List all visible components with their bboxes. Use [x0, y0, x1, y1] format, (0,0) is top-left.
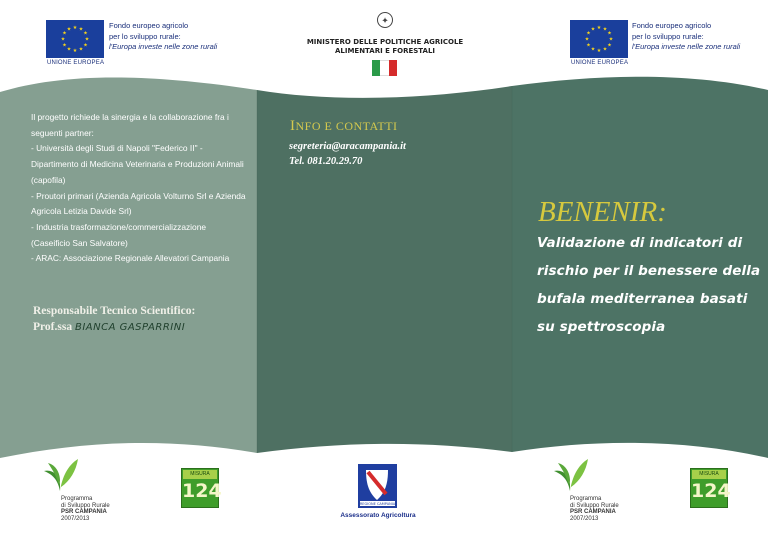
- ministry-title: MINISTERO DELLE POLITICHE AGRICOLE ALIMENTARI E FORESTALI: [306, 38, 464, 55]
- svg-text:★: ★: [78, 26, 84, 33]
- svg-text:★: ★: [60, 36, 66, 43]
- eu-fund-text: Fondo europeo agricolo per lo sviluppo rurale: l'Europa investe nelle zone rurali: [632, 21, 741, 51]
- svg-text:★: ★: [83, 30, 88, 37]
- svg-text:★: ★: [608, 36, 614, 43]
- measure-124-badge: MISURA 124: [690, 468, 728, 508]
- svg-text:★: ★: [607, 30, 612, 37]
- svg-text:★: ★: [607, 42, 612, 49]
- psr-caption: Programma di Sviluppo Rurale PSR CAMPANIA 2007/2013: [570, 496, 619, 522]
- svg-text:REGIONE CAMPANIA: REGIONE CAMPANIA: [359, 502, 396, 506]
- regione-campania-logo: [358, 464, 397, 508]
- svg-text:★: ★: [602, 46, 608, 53]
- eu-caption: UNIONE EUROPEA: [571, 60, 629, 66]
- project-name: BENENIR:: [538, 196, 667, 228]
- partner-item: - Proutori primari (Azienda Agricola Volturno Srl e Azienda Agricola Letizia Davide Srl): [31, 190, 246, 217]
- svg-text:★: ★: [72, 25, 78, 31]
- partner-item: - Industria trasformazione/commercializzazione (Caseificio San Salvatore): [31, 221, 207, 248]
- responsible-label: Responsabile Tecnico Scientifico:: [33, 305, 196, 317]
- svg-text:★: ★: [72, 48, 78, 54]
- measure-124-badge: MISURA 124: [181, 468, 219, 508]
- partners-text: [31, 110, 246, 267]
- svg-text:★: ★: [78, 46, 84, 53]
- svg-text:★: ★: [83, 42, 88, 49]
- svg-text:★: ★: [590, 46, 596, 53]
- info-title: INFO E CONTATTI: [290, 118, 398, 134]
- svg-text:★: ★: [602, 26, 608, 33]
- responsible-name: BIANCA GASPARRINI: [74, 322, 186, 333]
- responsible-block: [33, 303, 195, 336]
- svg-text:✦: ✦: [381, 16, 389, 27]
- svg-text:★: ★: [596, 48, 602, 54]
- region-caption: Assessorato Agricoltura: [340, 512, 416, 519]
- eu-flag-icon: [46, 20, 104, 58]
- contact-email[interactable]: segreteria@aracampania.it: [289, 141, 406, 152]
- eu-flag-icon: [570, 20, 628, 58]
- project-subtitle: Validazione di indicatori di rischio per il benessere della bufala mediterranea basati su spettroscopia: [537, 235, 761, 335]
- svg-text:★: ★: [586, 42, 591, 49]
- partners-intro: Il progetto richiede la sinergia e la collaborazione fra i seguenti partner:: [31, 112, 229, 138]
- svg-text:★: ★: [66, 46, 72, 53]
- svg-text:★: ★: [62, 30, 67, 37]
- italian-emblem-icon: [376, 10, 394, 30]
- italian-flag-icon: [372, 60, 397, 76]
- svg-text:★: ★: [66, 26, 72, 33]
- contact-block: [289, 139, 406, 169]
- svg-text:★: ★: [596, 25, 602, 31]
- psr-leaf-icon: [40, 455, 80, 493]
- psr-leaf-icon: [550, 455, 590, 493]
- partner-item: - ARAC: Associazione Regionale Allevatori Campania: [31, 253, 230, 264]
- svg-text:★: ★: [584, 36, 590, 43]
- responsible-prefix: Prof.ssa: [33, 321, 73, 333]
- eu-fund-text: Fondo europeo agricolo per lo sviluppo rurale: l'Europa investe nelle zone rurali: [109, 21, 218, 51]
- contact-phone: Tel. 081.20.29.70: [289, 156, 363, 167]
- svg-text:★: ★: [586, 30, 591, 37]
- partner-item: - Università degli Studi di Napoli "Federico II" - Dipartimento di Medicina Veterinaria e Produzioni Animali (capofila): [31, 143, 244, 185]
- svg-text:★: ★: [84, 36, 90, 43]
- psr-caption: Programma di Sviluppo Rurale PSR CAMPANIA 2007/2013: [61, 496, 110, 522]
- eu-caption: UNIONE EUROPEA: [47, 60, 105, 66]
- svg-text:★: ★: [62, 42, 67, 49]
- svg-text:★: ★: [590, 26, 596, 33]
